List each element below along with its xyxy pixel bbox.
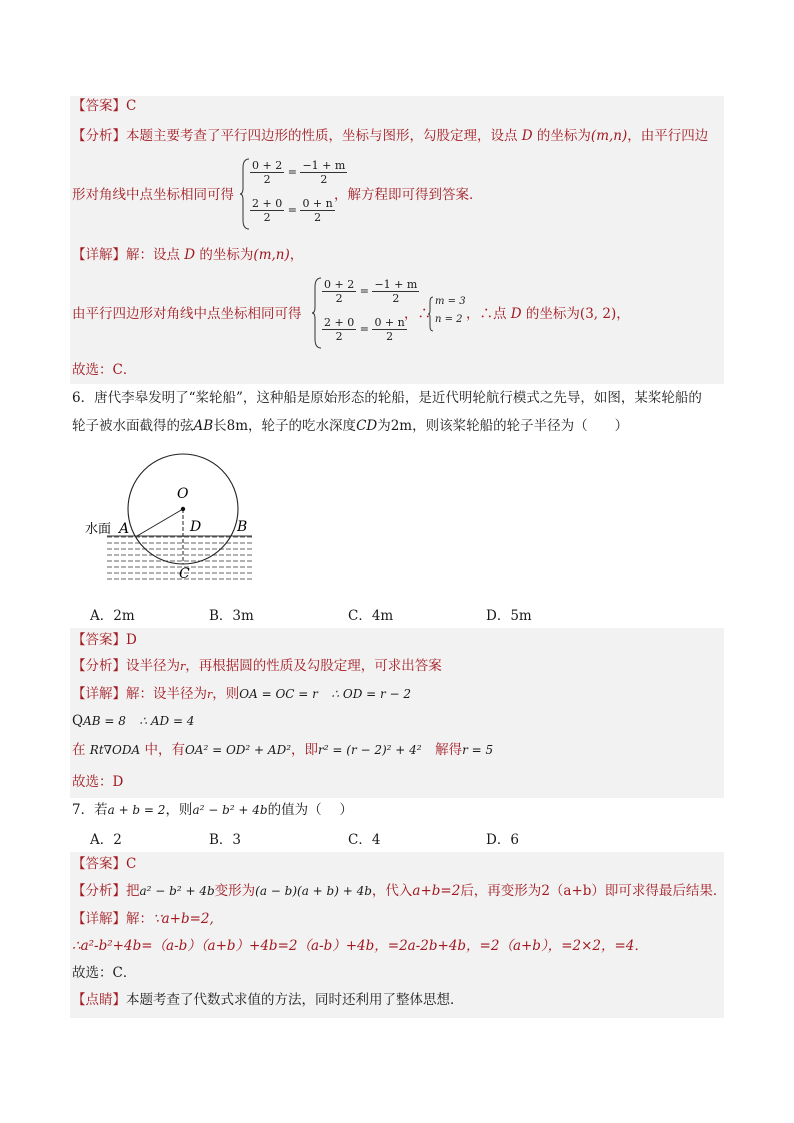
q7-stem: 7．若a + b = 2，则a² − b² + 4b的值为（ ） [72,802,353,818]
label-a: A [119,521,130,537]
q5-detail-line: 【详解】解：设点 D 的坐标为(m,n)， [72,247,304,263]
detail-tag: 【详解】 [72,247,126,263]
q7-option-b[interactable]: B．3 [209,832,242,848]
q7-option-d[interactable]: D．6 [486,832,519,848]
analysis-text: 本题主要考查了平行四边形的性质，坐标与图形，勾股定理，设点 [126,128,522,144]
q7-answer-line: 【答案】C [72,856,137,872]
analysis-text: 的坐标为 [532,128,591,144]
label-c: C [179,566,190,582]
radius-oa [137,509,183,536]
q7-choose: 故选：C． [72,965,137,981]
label-b: B [237,519,248,535]
coord-mn: (m,n) [590,128,628,144]
q7-analysis-line: 【分析】把a² − b² + 4b变形为(a − b)(a + b) + 4b，代入a+b=2后，再变形为2（a+b）即可求得最后结果． [72,883,727,899]
q7-comment-line: 【点睛】本题考查了代数式求值的方法，同时还利用了整体思想． [72,992,464,1008]
q5-choose: 故选：C． [72,362,137,378]
paddle-wheel-figure [80,448,260,588]
answer-tag: 【答案】 [72,98,126,114]
system-brace [312,277,322,349]
equation-row: $\frac{0 + 2}{2}$ = $\frac{-1 + m}{2}$ [252,159,346,186]
q5-analysis-tail: ，解方程即可得到答案． [334,187,483,203]
solution-m: m = 3 [435,296,466,307]
q5-detail-line2: 由平行四边形对角线中点坐标相同可得 [72,306,302,322]
label-d: D [190,519,202,535]
q6-option-d[interactable]: D．5m [486,608,532,624]
center-point [181,507,185,511]
q6-option-c[interactable]: C．4m [348,608,394,624]
q7-option-a[interactable]: A．2 [90,832,122,848]
q5-detail-tail: ，∴ [404,306,431,322]
q6-detail-line: 【详解】解：设半径为r，则OA = OC = r ∴ OD = r − 2 [72,686,412,702]
q6-detail-line3: QAB = 8 ∴ AD = 4 [72,713,195,729]
equation-row: $\frac{0 + 2}{2}$ = $\frac{-1 + m}{2}$ [324,278,418,305]
q7-detail-line3: ∴a²-b²+4b=（a-b）（a+b）+4b=2（a-b）+4b，=2a-2b+4b，=2（a+b），=2×2，=4． [72,938,648,954]
point-d: D [521,128,533,144]
q6-stem-line1: 6．唐代李皋发明了“桨轮船”，这种船是原始形态的轮船，是近代明轮航行模式之先导，如图，某桨轮船的 [72,390,702,406]
q5-analysis-line2 [72,185,234,205]
equation-row: $\frac{2 + 0}{2}$ = $\frac{0 + n}{2}$ [252,197,333,224]
q6-option-a[interactable]: A．2m [90,608,135,624]
q5-answer-line [72,96,136,116]
q6-answer-line: 【答案】D [72,632,137,648]
q5-detail-tail2: ，∴点 D 的坐标为(3, 2)， [466,306,630,322]
system-brace [240,158,250,230]
q6-stem-line2: 轮子被水面截得的弦AB长8m，轮子的吃水深度CD为2m，则该桨轮船的轮子半径为（ ） [72,418,629,434]
q7-detail-line: 【详解】解：∵a+b=2, [72,911,214,927]
analysis-text: 形对角线中点坐标相同可得 [72,187,234,203]
q5-analysis-line [72,126,708,146]
answer-value: C [126,98,137,114]
small-brace [428,296,434,332]
q6-choose: 故选：D [72,774,124,790]
analysis-tag: 【分析】 [72,128,126,144]
equation-row: $\frac{2 + 0}{2}$ = $\frac{0 + n}{2}$ [324,316,405,343]
solution-n: n = 2 [435,314,463,325]
label-water: 水面 [85,522,112,537]
q6-detail-line4: 在 Rt∇ODA 中，有OA² = OD² + AD²，即r² = (r − 2)² + 4² 解得r = 5 [72,742,494,758]
label-o: O [177,486,189,502]
q6-option-b[interactable]: B．3m [209,608,254,624]
q7-option-c[interactable]: C．4 [348,832,381,848]
analysis-text: ，由平行四边 [627,128,709,144]
q6-analysis-line: 【分析】设半径为r，再根据圆的性质及勾股定理，可求出答案 [72,658,442,674]
